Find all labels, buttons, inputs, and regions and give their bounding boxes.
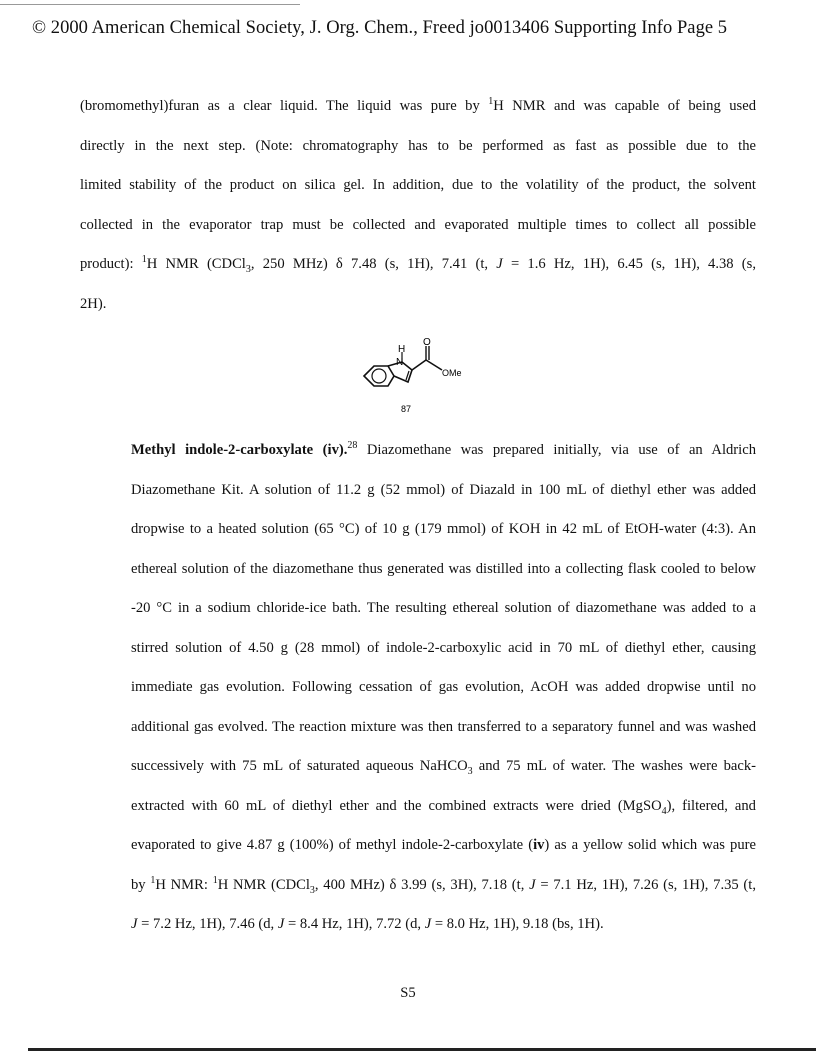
compound-title: Methyl indole-2-carboxylate (iv). [131, 442, 348, 458]
text-line: immediate gas evolution. Following cessation of gas evolution, AcOH was added dropwise until no [131, 679, 756, 695]
compound-number: 87 [401, 404, 412, 414]
text-line: extracted with 60 mL of diethyl ether and the combined extracts were dried (MgSO$_4$), filtered, and [131, 797, 756, 817]
h-label: H [398, 344, 406, 355]
text-line: 2H). [80, 295, 107, 312]
text-line: by $^1$H NMR: $^1$H NMR (CDCl$_3$, 400 MHz) δ 3.99 (s, 3H), 7.18 (t, J = 7.1 Hz, 1H), 7.26 (s, 1H), 7.35 (t, [131, 874, 756, 896]
text-line: product): $^1$H NMR (CDCl$_3$, 250 MHz) δ 7.48 (s, 1H), 7.41 (t, J = 1.6 Hz, 1H), 6.45 (s, 1H), 4.38 (s, [80, 254, 756, 275]
text-line: Diazomethane Kit. A solution of 11.2 g (52 mmol) of Diazald in 100 mL of diethyl ether was added [131, 481, 756, 498]
text-line: (bromomethyl)furan as a clear liquid. The liquid was pure by $^1$H NMR and was capable of being used [80, 96, 756, 114]
ome-label: OMe [442, 368, 462, 378]
text-line: additional gas evolved. The reaction mixture was then transferred to a separatory funnel and was washed [131, 718, 756, 735]
text-line: ethereal solution of the diazomethane thus generated was distilled into a collecting flask cooled to below [131, 560, 756, 577]
n-label: N [396, 357, 404, 368]
text-line: successively with 75 mL of saturated aqueous NaHCO$_3$ and 75 mL of water. The washes were back- [131, 758, 756, 777]
top-rule [0, 4, 300, 5]
text-line: collected in the evaporator trap must be collected and evaporated multiple times to collect all possible [80, 216, 756, 233]
c-c-bond [412, 360, 426, 370]
page-header: © 2000 American Chemical Society, J. Org. Chem., Freed jo0013406 Supporting Info Page 5 [32, 18, 728, 38]
text-line: directly in the next step. (Note: chromatography has to be performed as fast as possible due to the [80, 137, 756, 154]
text-line: Methyl indole-2-carboxylate (iv).$^{28}$ Diazomethane was prepared initially, via use of an Aldrich [131, 440, 756, 458]
text-line: limited stability of the product on silica gel. In addition, due to the volatility of the product, the solvent [80, 177, 756, 193]
text-line: evaporated to give 4.87 g (100%) of methyl indole-2-carboxylate (iv) as a yellow solid which was pure [131, 837, 756, 853]
text-line: stirred solution of 4.50 g (28 mmol) of indole-2-carboxylic acid in 70 mL of diethyl ether, causing [131, 639, 756, 656]
ester-bond [426, 360, 442, 370]
paragraph-bromomethylfuran [80, 87, 756, 324]
text-line: -20 °C in a sodium chloride-ice bath. The resulting ethereal solution of diazomethane was added to a [131, 600, 756, 616]
aromatic-circle [372, 369, 386, 383]
text-line: dropwise to a heated solution (65 °C) of 10 g (179 mmol) of KOH in 42 mL of EtOH-water (4:3). An [131, 521, 756, 537]
chemical-structure-87 [350, 336, 490, 416]
paragraph-methyl-indole-2-carboxylate [80, 431, 756, 945]
bottom-rule [28, 1048, 816, 1051]
page-number: S5 [400, 985, 416, 1001]
text-line: J = 7.2 Hz, 1H), 7.46 (d, J = 8.4 Hz, 1H), 7.72 (d, J = 8.0 Hz, 1H), 9.18 (bs, 1H). [131, 916, 604, 932]
o-label: O [423, 337, 431, 348]
